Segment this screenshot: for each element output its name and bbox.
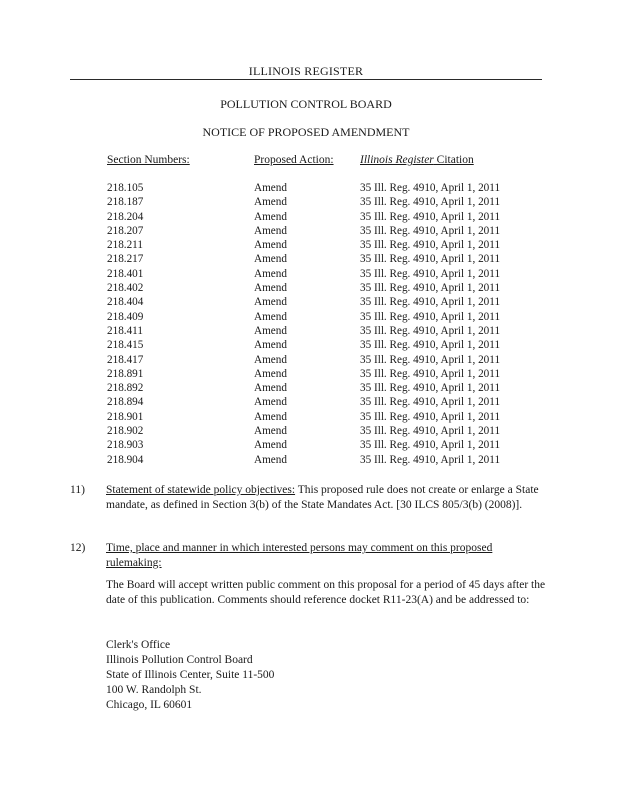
item-12-heading: Time, place and manner in which interested persons may comment on this proposed rulemaking:: [106, 542, 493, 569]
proposed-action: Amend: [254, 324, 287, 337]
table-row: [0, 339, 618, 353]
register-citation: 35 Ill. Reg. 4910, April 1, 2011: [360, 353, 501, 366]
item-11-text: [106, 483, 542, 512]
address-block: [106, 638, 274, 713]
proposed-action: Amend: [254, 353, 287, 366]
column-header-section: Section Numbers:: [107, 154, 190, 166]
proposed-action: Amend: [254, 253, 287, 266]
section-number: 218.211: [107, 239, 143, 252]
section-number: 218.411: [107, 324, 143, 337]
proposed-action: Amend: [254, 396, 287, 409]
citation-rest-label: Citation: [433, 154, 474, 166]
citation-italic-label: Illinois Register: [360, 154, 434, 166]
table-row: [0, 182, 618, 196]
register-citation: 35 Ill. Reg. 4910, April 1, 2011: [360, 382, 501, 395]
proposed-action: Amend: [254, 367, 287, 380]
section-number: 218.187: [107, 196, 144, 209]
proposed-action: Amend: [254, 267, 287, 280]
address-line-1: Clerk's Office: [106, 639, 171, 651]
proposed-action: Amend: [254, 182, 287, 194]
register-citation: 35 Ill. Reg. 4910, April 1, 2011: [360, 339, 501, 352]
register-citation: 35 Ill. Reg. 4910, April 1, 2011: [360, 410, 501, 423]
section-number: 218.902: [107, 425, 144, 438]
section-number: 218.904: [107, 453, 144, 466]
table-row: [0, 211, 618, 225]
section-number: 218.409: [107, 310, 144, 323]
proposed-action: Amend: [254, 425, 287, 438]
register-citation: 35 Ill. Reg. 4910, April 1, 2011: [360, 182, 501, 194]
item-11-body: This proposed rule does not create or enlarge a State mandate, as defined in Section 3(b) of the State Mandates Act. [30 ILCS 805/3(b) (2008)].: [106, 484, 539, 511]
section-number: 218.892: [107, 382, 144, 395]
section-number: 218.401: [107, 267, 144, 280]
table-row: [0, 382, 618, 396]
proposed-action: Amend: [254, 310, 287, 323]
item-12-text: [106, 541, 542, 570]
register-citation: 35 Ill. Reg. 4910, April 1, 2011: [360, 210, 501, 223]
table-row: [0, 196, 618, 210]
column-header-citation: [360, 154, 474, 166]
item-11-heading: Statement of statewide policy objectives:: [106, 484, 296, 496]
table-row: [0, 311, 618, 325]
table-row: [0, 368, 618, 382]
register-citation: 35 Ill. Reg. 4910, April 1, 2011: [360, 296, 501, 309]
section-number: 218.903: [107, 439, 144, 452]
table-row: [0, 282, 618, 296]
address-line-4: 100 W. Randolph St.: [106, 684, 202, 696]
proposed-action: Amend: [254, 439, 287, 452]
register-title: ILLINOIS REGISTER: [248, 64, 364, 78]
register-citation: 35 Ill. Reg. 4910, April 1, 2011: [360, 224, 501, 237]
section-number: 218.402: [107, 282, 144, 295]
section-number: 218.105: [107, 182, 144, 194]
register-citation: 35 Ill. Reg. 4910, April 1, 2011: [360, 396, 501, 409]
table-row: [0, 354, 618, 368]
register-citation: 35 Ill. Reg. 4910, April 1, 2011: [360, 253, 501, 266]
address-line-5: Chicago, IL 60601: [106, 699, 193, 711]
table-row: [0, 439, 618, 453]
table-row: [0, 225, 618, 239]
table-row: [0, 454, 618, 468]
register-citation: 35 Ill. Reg. 4910, April 1, 2011: [360, 239, 501, 252]
section-number: 218.417: [107, 353, 144, 366]
table-row: [0, 325, 618, 339]
table-row: [0, 425, 618, 439]
table-row: [0, 411, 618, 425]
column-header-action: Proposed Action:: [254, 154, 334, 166]
section-number: 218.415: [107, 339, 144, 352]
section-number: 218.204: [107, 210, 144, 223]
table-row: [0, 268, 618, 282]
register-citation: 35 Ill. Reg. 4910, April 1, 2011: [360, 282, 501, 295]
proposed-action: Amend: [254, 410, 287, 423]
proposed-action: Amend: [254, 382, 287, 395]
board-title: POLLUTION CONTROL BOARD: [220, 97, 392, 111]
section-number: 218.207: [107, 224, 144, 237]
register-citation: 35 Ill. Reg. 4910, April 1, 2011: [360, 439, 501, 452]
proposed-action: Amend: [254, 282, 287, 295]
table-row: [0, 239, 618, 253]
register-citation: 35 Ill. Reg. 4910, April 1, 2011: [360, 425, 501, 438]
register-citation: 35 Ill. Reg. 4910, April 1, 2011: [360, 267, 501, 280]
table-row: [0, 296, 618, 310]
address-line-3: State of Illinois Center, Suite 11-500: [106, 669, 275, 681]
section-number: 218.217: [107, 253, 144, 266]
item-11-number: 11): [70, 484, 85, 496]
section-number: 218.891: [107, 367, 144, 380]
amendment-table: [0, 182, 618, 468]
proposed-action: Amend: [254, 239, 287, 252]
register-citation: 35 Ill. Reg. 4910, April 1, 2011: [360, 196, 501, 209]
register-citation: 35 Ill. Reg. 4910, April 1, 2011: [360, 453, 501, 466]
proposed-action: Amend: [254, 453, 287, 466]
section-number: 218.901: [107, 410, 144, 423]
register-citation: 35 Ill. Reg. 4910, April 1, 2011: [360, 324, 501, 337]
header-rule: [70, 79, 542, 80]
notice-title: NOTICE OF PROPOSED AMENDMENT: [202, 125, 410, 139]
comment-paragraph: The Board will accept written public comment on this proposal for a period of 45 days after the date of this publication. Comments should reference docket R11-23(A) and be addressed to:: [106, 579, 546, 606]
section-number: 218.894: [107, 396, 144, 409]
item-12-number: 12): [70, 542, 86, 554]
proposed-action: Amend: [254, 224, 287, 237]
table-row: [0, 253, 618, 267]
register-citation: 35 Ill. Reg. 4910, April 1, 2011: [360, 310, 501, 323]
proposed-action: Amend: [254, 339, 287, 352]
table-row: [0, 396, 618, 410]
register-citation: 35 Ill. Reg. 4910, April 1, 2011: [360, 367, 501, 380]
address-line-2: Illinois Pollution Control Board: [106, 654, 253, 666]
proposed-action: Amend: [254, 210, 287, 223]
proposed-action: Amend: [254, 196, 287, 209]
proposed-action: Amend: [254, 296, 287, 309]
section-number: 218.404: [107, 296, 144, 309]
